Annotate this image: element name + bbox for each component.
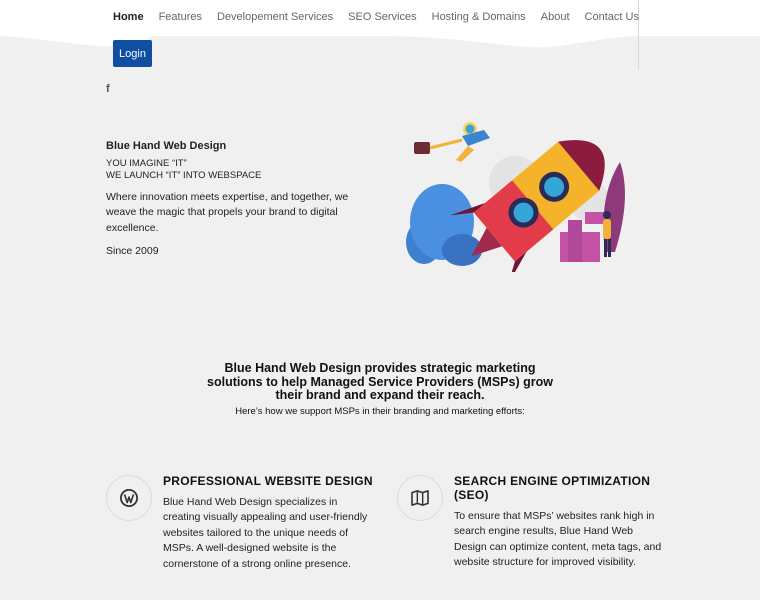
hero-tagline-line-1: YOU IMAGINE “IT” — [106, 157, 187, 169]
feature-website-design-title: PROFESSIONAL WEBSITE DESIGN — [163, 474, 373, 488]
main-nav — [113, 11, 654, 23]
nav-hosting-domains[interactable]: Hosting & Domains — [431, 11, 526, 23]
intro-section — [200, 362, 560, 417]
intro-subheading: Here’s how we support MSPs in their branding and marketing efforts: — [235, 405, 525, 417]
feature-website-design — [163, 475, 373, 572]
feature-seo-body: To ensure that MSPs’ websites rank high in search engine results, Blue Hand Web Design can optimize content, meta tags, and website structure for improved visibility. — [454, 509, 662, 569]
nav-seo-services[interactable]: SEO Services — [348, 11, 417, 23]
rocket-illustration — [400, 102, 650, 272]
hero-section — [106, 139, 356, 259]
login-button[interactable]: Login — [113, 40, 152, 67]
feature-website-design-body: Blue Hand Web Design specializes in creating visually appealing and user-friendly websites tailored to the unique needs of MSPs. A well-designed website is the cornerstone of a strong online presence. — [163, 495, 368, 570]
hero-brand: Blue Hand Web Design — [106, 140, 227, 152]
map-icon — [397, 475, 443, 521]
nav-features[interactable]: Features — [158, 11, 202, 23]
nav-development-services[interactable]: Developement Services — [216, 11, 334, 23]
hero-tagline-line-2: WE LAUNCH “IT” INTO WEBSPACE — [106, 170, 262, 182]
feature-seo — [454, 475, 664, 571]
intro-heading: Blue Hand Web Design provides strategic marketing solutions to help Managed Service Providers (MSPs) grow their brand and expand their reach. — [207, 361, 553, 402]
nav-home[interactable]: Home — [113, 11, 144, 23]
wordpress-icon — [106, 475, 152, 521]
facebook-icon[interactable]: f — [106, 83, 110, 95]
hero-since: Since 2009 — [106, 244, 159, 257]
nav-about[interactable]: About — [540, 11, 570, 23]
feature-seo-title: SEARCH ENGINE OPTIMIZATION (SEO) — [454, 474, 651, 502]
nav-contact-us[interactable]: Contact Us — [584, 11, 639, 23]
hero-description: Where innovation meets expertise, and together, we weave the magic that propels your brand to digital excellence. — [106, 190, 349, 235]
hero-tagline — [106, 158, 356, 183]
